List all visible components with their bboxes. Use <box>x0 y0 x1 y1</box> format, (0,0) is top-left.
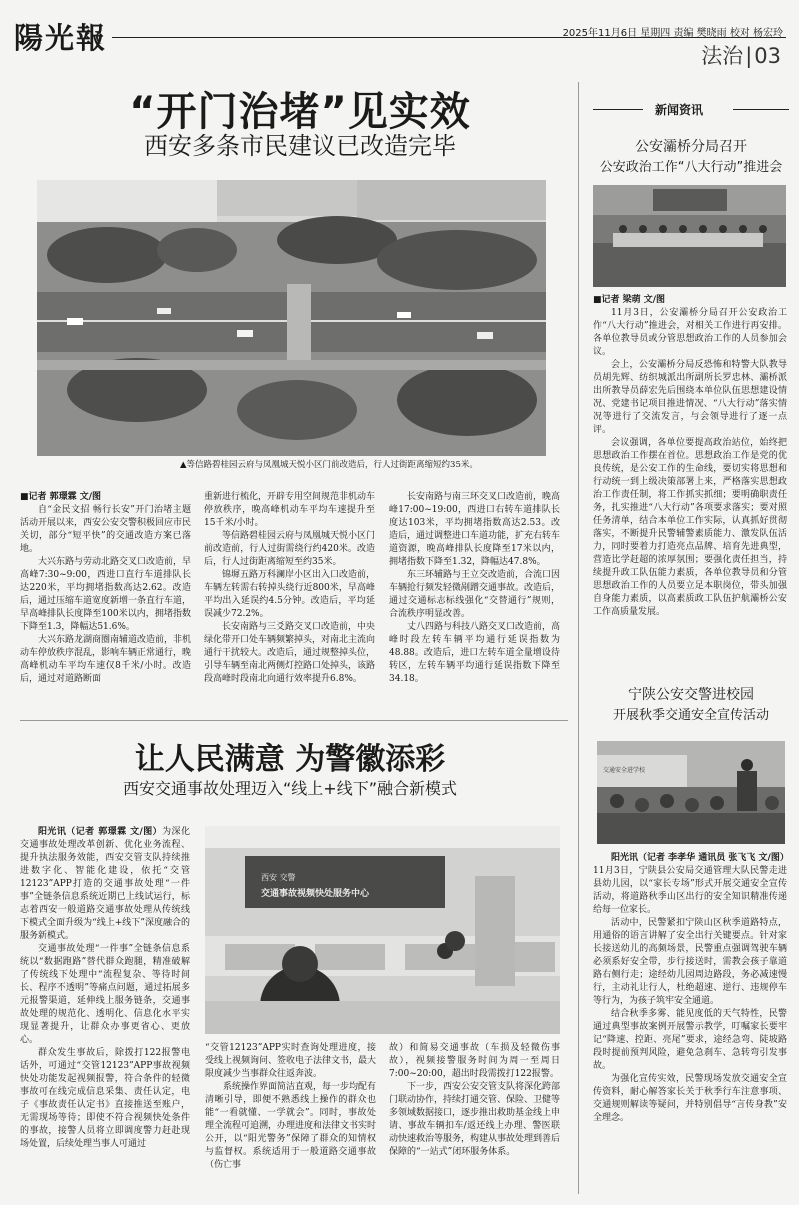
story1-paragraph: 等信路碧桂园云府与凤凰城天悦小区门前改造前，行人过街需绕行约420米。改造后，行人过街距离缩短至约35米。 <box>204 531 376 567</box>
story1-aerial-photo <box>37 180 546 456</box>
story1-subhead: 西安多条市民建议已改造完毕 <box>144 132 456 160</box>
story2-byline: 阳光讯（记者 郭璟霖 文/图） <box>38 827 163 837</box>
news1-title-line1: 公安灞桥分局召开 <box>635 139 747 155</box>
story1-paragraph: 锦墀五路万科澜岸小区出入口改造前，车辆左转需右转掉头绕行近800米，早高峰平均出入延误约4.5分钟。改造后，平均延误减少72.2%。 <box>204 570 376 619</box>
story2-paragraph: 系统操作界面简洁直观，每一步均配有清晰引导，即便不熟悉线上操作的群众也能“一看就懂、一学就会”。同时，事故处理全流程可追溯，办理进度和法律文书实时公开，以“阳光警务”保障了群众的知情权与监督权。系统适用于一般道路交通事故（伤亡事 <box>205 1082 377 1170</box>
story1-column-2 <box>204 491 375 686</box>
page-number: 03 <box>754 44 781 68</box>
column-divider <box>578 82 579 1194</box>
news-label-box <box>593 100 789 118</box>
story2-column-2 <box>205 1042 376 1172</box>
news2-photo-banner: 交通安全进学校 <box>603 767 646 774</box>
story2-column-3 <box>389 1042 560 1159</box>
news2-school-photo <box>597 741 785 844</box>
story2-subhead: 西安交通事故处理迈入“线上+线下”融合新模式 <box>123 779 457 798</box>
service-center-drawing <box>205 826 560 1034</box>
story1-column-3 <box>389 491 560 686</box>
story1-headline: “开门治堵”见实效 <box>129 89 471 135</box>
news2-body <box>593 852 787 1125</box>
story1-paragraph: 重新进行梳化，开辟专用空间规范非机动车停放秩序，晚高峰机动车平均车速提升至15千米/小时。 <box>204 492 376 528</box>
news-label: 新闻资讯 <box>655 103 704 117</box>
section-name: 法治 <box>701 44 744 68</box>
news1-byline: ■记者 梁萌 文/图 <box>593 295 666 305</box>
story2-service-center-photo <box>205 826 560 1034</box>
news2-title-line2: 开展秋季交通安全宣传活动 <box>612 708 769 723</box>
news1-paragraph: 会议强调，各单位要提高政治站位，始终把思想政治工作摆在首位。思想政治工作是党的优良传统，是公安工作的生命线，要切实将思想和行动统一到上级决策部署上来，严格落实思想政治工作责任制，将工作抓实抓细；要明确职责任务，扎实推进“八大行动”各项要求落实；要对照任务清单，结合本单位工作实际，认真抓好贯彻落实，不断提升民警辅警素质能力、激发队伍活力，同时要着力打造亮点品牌、培育先进典型，营造比学赶超的浓厚氛围；要强化责任担当，持续提升政工队伍能力素质，各单位教导员和分管思想政治工作的人员要立足本职岗位，带头加强自身能力素质，以高素质政工队伍护航灞桥公安工作高质量发展。 <box>593 438 787 617</box>
news1-meeting-photo <box>593 185 786 287</box>
story1-paragraph: 长安南路与南三环交叉口改造前，晚高峰17:00~19:00，西进口右转车道排队长度达103米，平均拥堵指数高达2.53。改造后，通过调整进口车道功能，扩充右转车道资源，晚高峰排队长度降至17米以内，拥堵指数下降至1.32，降幅达47.8%。 <box>389 492 561 567</box>
aerial-photo-drawing <box>37 180 546 456</box>
story2-paragraph: 阳光讯（记者 郭璟霖 文/图）为深化交通事故处理改革创新、优化业务流程、提升执法服务效能，西安交管支队持续推进数字化、智能化建设，依托“交管12123”APP打造的交通事故处理“一件事”全链条信息系统近期已上线试运行，标志着西安一般道路交通事故处理从传统线下模式全面升级为“线上+线下”深度融合的服务新模式。 <box>20 827 190 941</box>
story2-paragraph: 故）和简易交通事故（车损及轻微伤事故），视频接警服务时间为周一至周日7:00~20:00，超出时段需拨打122报警。 <box>389 1043 560 1079</box>
story2-paragraph: 群众发生事故后，除拨打122报警电话外，可通过“交管12123”APP事故视频快处功能发起视频报警，符合条件的轻微事故可在线完成信息采集、责任认定，电子《事故责任认定书》直接推送至账户，无需现场等待；即使不符合视频快处条件的事故，接警人员将立即调度警力赶赴现场处置，后续处理当事人可通过 <box>20 1048 190 1149</box>
story1-paragraph: 大兴东路龙湖商圈南辅道改造前，非机动车停放秩序混乱，影响车辆正常通行，晚高峰机动车平均车速仅8千米/小时。改造后，通过对道路断面 <box>20 635 192 684</box>
story1-column-1 <box>20 491 191 686</box>
story1-paragraph: 东三环辅路与王立交改造前，合流口因车辆抢行频发轻微剐蹭交通事故。改造后，通过交通标志标线强化“交替通行”规则，合流秩序明显改善。 <box>389 570 561 619</box>
news1-paragraph: 会上，公安灞桥分局反恐怖和特警大队教导员胡先辉、纺织城派出所副所长罗忠林、灞桥派出所教导员薛宏先后围绕本单位队伍思想建设情况、党建书记项目推进情况、“八大行动”落实情况等进行了交流发言，与会领导进行了逐一点评。 <box>593 360 787 435</box>
news2-paragraph: 结合秋季多雾、能见度低的天气特性，民警通过典型事故案例开展警示教学，叮嘱家长要牢记“降速、控距、亮尾”要求，途经急弯、陡坡路段时提前预判风险，避免急刹车、急转弯引发事故。 <box>593 1009 787 1071</box>
story2-paragraph: 交通事故处理“一件事”全链条信息系统以“数据跑路”替代群众跑腿，精准破解了传统线下处理中“流程复杂、等待时间长、程序不透明”等痛点问题，通过拓展多元报警渠道，延伸线上服务链条，交通事故处理的规范化、透明化、信息化水平实现显著提升，让群众办事更省心、更放心。 <box>20 944 190 1045</box>
news1-body <box>593 294 787 619</box>
news2-paragraph: 活动中，民警紧扣宁陕山区秋季道路特点，用通俗的语言讲解了安全出行关键要点。针对家长接送幼儿的高频场景，民警重点强调驾驶车辆必须系好安全带，步行接送时，需教会孩子靠道路右侧行走；途经幼儿园周边路段，务必减速慢行，主动礼让行人，杜绝超速、逆行、违规停车等行为，为孩子筑牢安全通道。 <box>593 918 787 1006</box>
story2-paragraph: 下一步，西安公安交管支队将深化跨部门联动协作，持续打通交管、保险、卫健等多领域数据接口，逐步推出救助基金线上申请、事故车辆扣车/返还线上办理、警医联动快速救治等服务，构建从事故处理到善后保障的“一站式”闭环服务体系。 <box>389 1082 561 1157</box>
story2-column-1 <box>20 826 190 1151</box>
section-label: 法治|03 <box>701 44 781 68</box>
story1-photo-caption: ▲等信路碧桂园云府与凤凰城天悦小区门前改造后，行人过街距离缩短约35米。 <box>180 460 478 470</box>
photo-sign-line2: 交通事故视频快处服务中心 <box>261 889 370 899</box>
story1-paragraph: 丈八四路与科技八路交叉口改造前，高峰时段左转车辆平均通行延误指数为48.88。改造后，进口左转车道全量增设待转区，左转车辆平均通行延误指数下降至34.18。 <box>389 622 561 684</box>
news2-paragraph: 阳光讯（记者 李孝华 通讯员 张飞飞 文/图）11月3日，宁陕县公安局交通管理大队民警走进县幼儿园，以“家长专场”形式开展交通安全宣传活动，将道路秋季山区出行的安全知识精准传递给每一位家长。 <box>593 853 789 915</box>
story2-headline: 让人民满意 为警徽添彩 <box>134 742 446 777</box>
story1-paragraph: 大兴东路与劳动北路交叉口改造前，早高峰7:30~9:00，西进口直行车道排队长达220米，平均拥堵指数高达2.62。改造后，通过压缩车道宽度新增一条直行车道，早高峰排队长度降至100米以内，拥堵指数下降至1.3，降幅达51.6%。 <box>20 557 192 632</box>
story2-paragraph: “交管12123”APP实时查询处理进度，接受线上视频询问、签收电子法律文书，最大限度减少当事群众往返奔波。 <box>205 1043 377 1079</box>
news1-paragraph: 11月3日，公安灞桥分局召开公安政治工作“八大行动”推进会，对相关工作进行再安排。各单位教导员或分管思想政治工作的人员参加会议。 <box>593 308 787 357</box>
news1-title-line2: 公安政治工作“八大行动”推进会 <box>599 160 783 175</box>
story2-top-rule <box>20 720 568 721</box>
story1-paragraph: 自“金民文招 畅行长安”开门治堵主题活动开展以来，西安公安交警积极回应市民关切，部分“短平快”的交通改造方案已落地。 <box>20 505 192 554</box>
photo-sign-line1: 西安 交警 <box>261 873 296 882</box>
news2-byline: 阳光讯（记者 李孝华 通讯员 张飞飞 文/图） <box>611 853 789 863</box>
meeting-photo-drawing <box>593 185 786 287</box>
news2-paragraph: 为强化宣传实效，民警现场发放交通安全宣传资料，耐心解答家长关于秋季行车注意事项、交通规则解读等疑问，并特别倡导“言传身教”安全理念。 <box>593 1074 787 1123</box>
masthead-swoosh <box>96 30 110 44</box>
masthead-logo: 陽光報 <box>14 21 108 55</box>
story1-byline: ■记者 郭璟霖 文/图 <box>20 492 102 502</box>
school-photo-drawing <box>597 741 785 844</box>
story1-paragraph: 长安南路与三爻路交叉口改造前，中央绿化带开口处车辆频繁掉头，对南北主流向通行干扰较大。改造后，通过规整掉头位，引导车辆至南北两侧灯控路口处掉头，该路段高峰时段南北向通行效率提升6.8%。 <box>204 622 376 684</box>
masthead-info: 2025年11月6日 星期四 责编 樊晓雨 校对 杨宏玲 <box>562 28 783 39</box>
news2-title-line1: 宁陕公安交警进校园 <box>628 687 754 703</box>
